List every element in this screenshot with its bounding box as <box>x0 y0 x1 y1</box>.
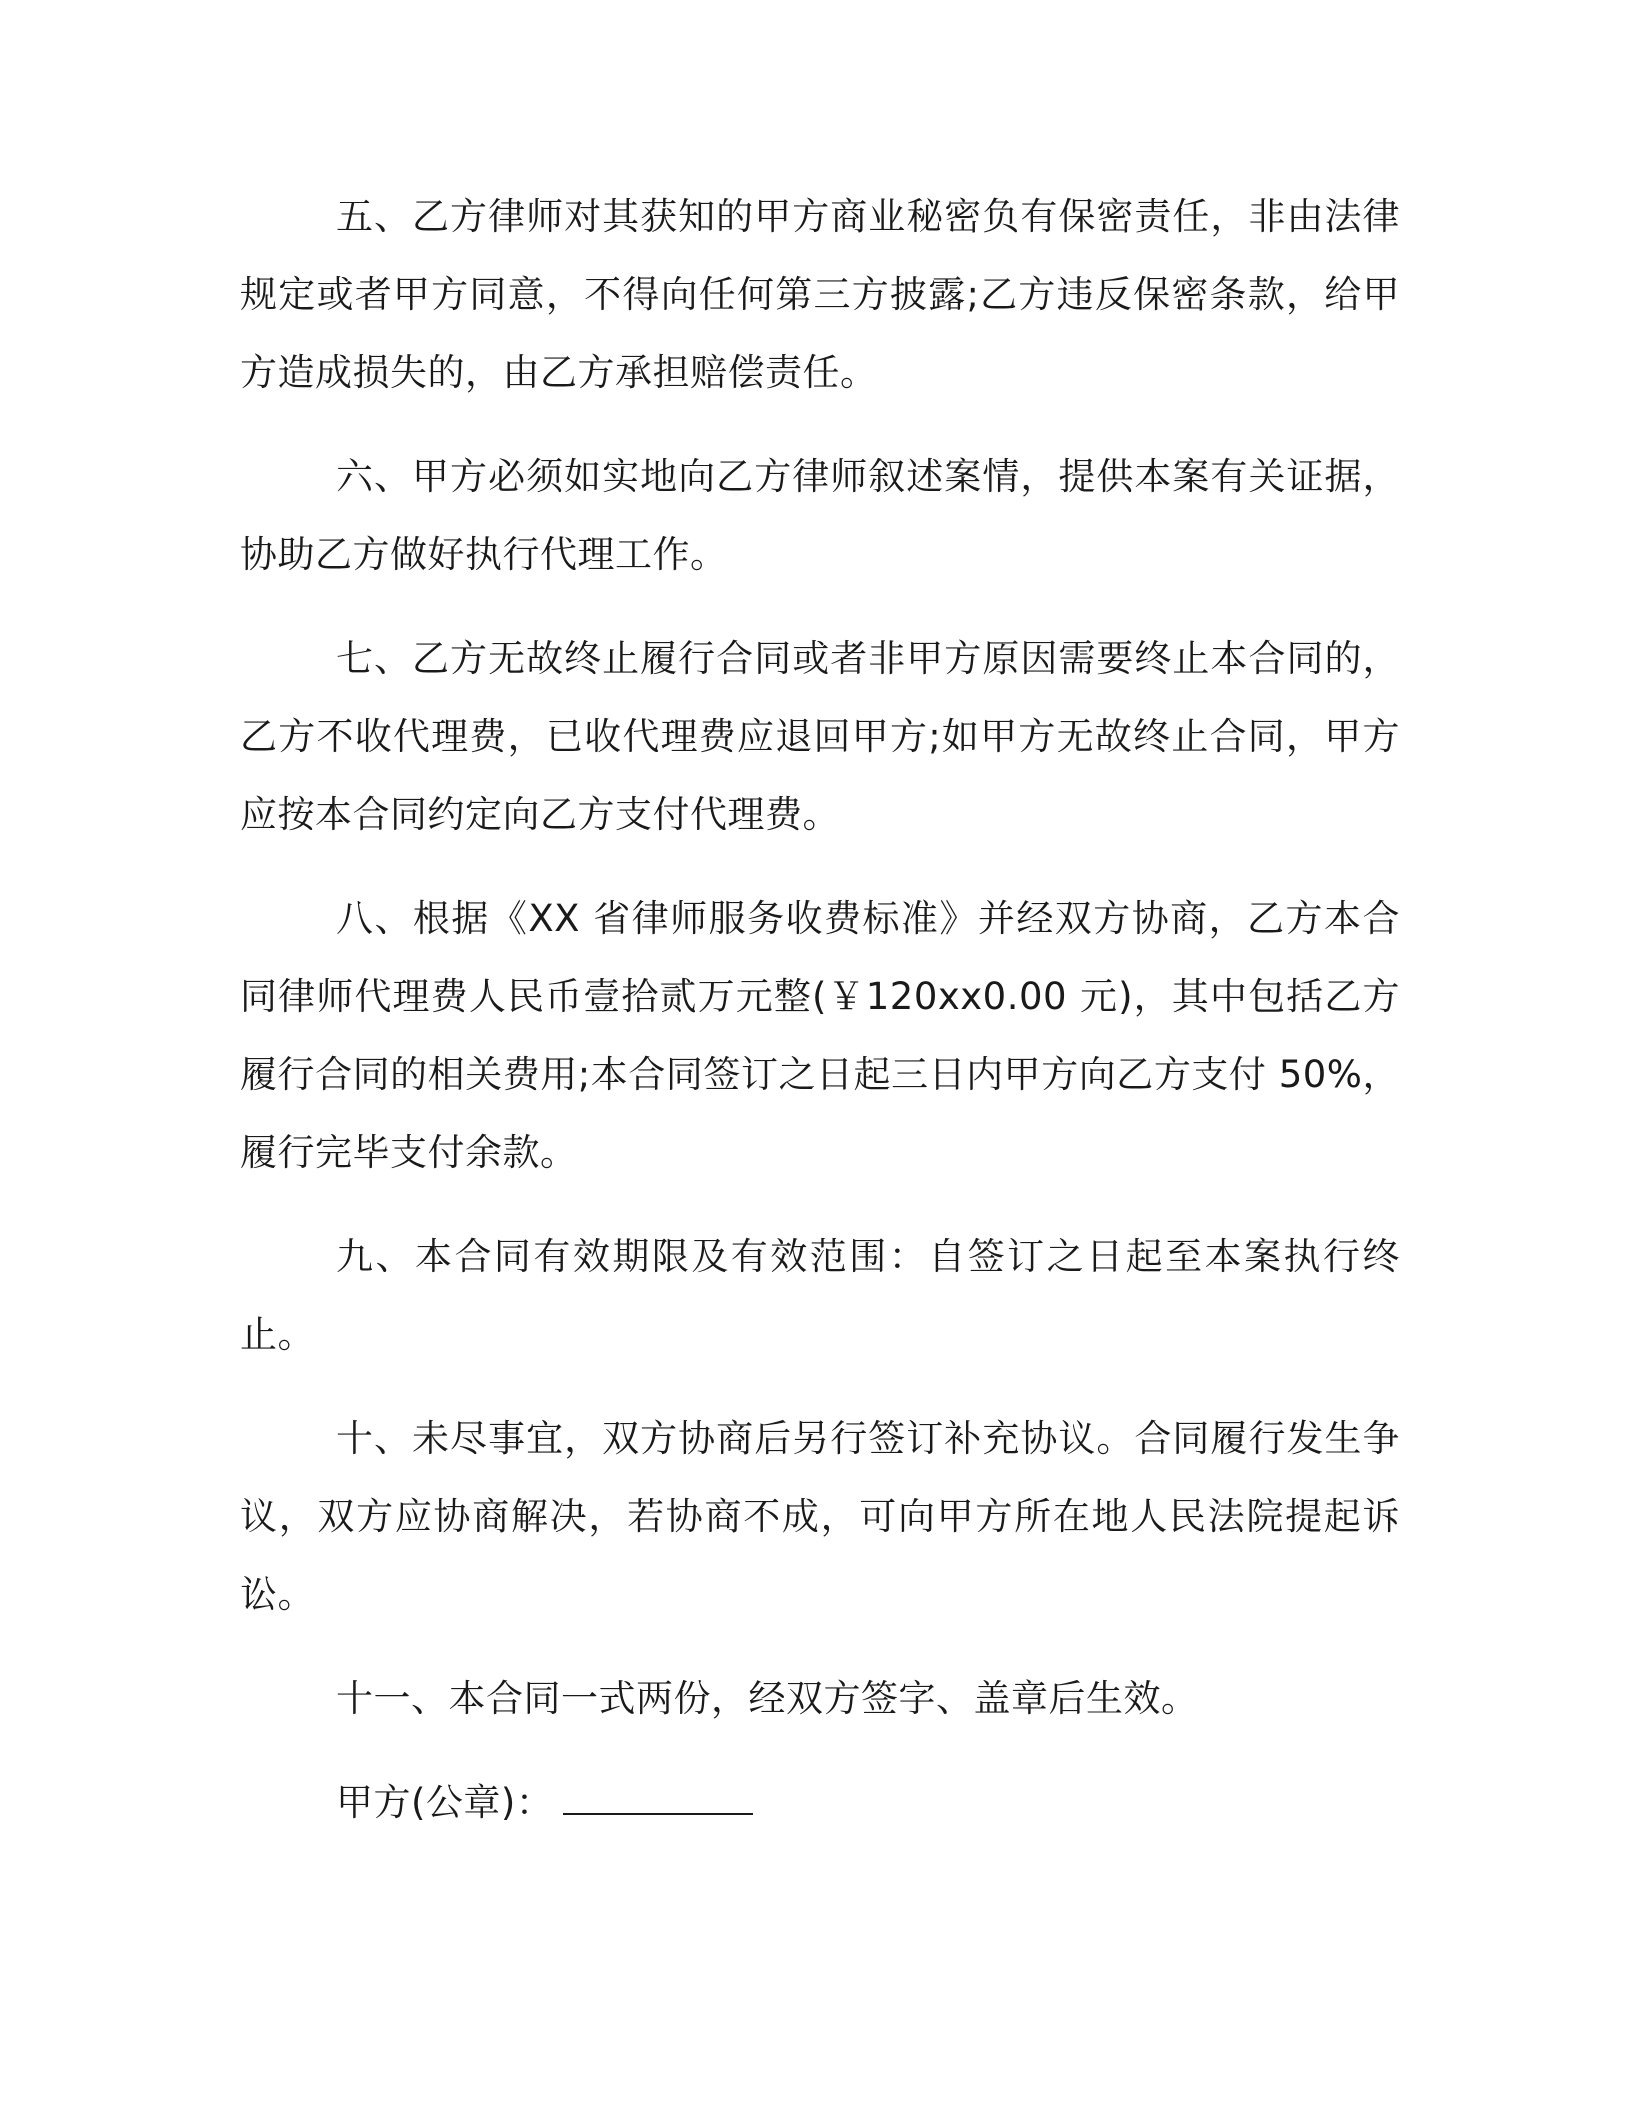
clause-5: 五、乙方律师对其获知的甲方商业秘密负有保密责任，非由法律规定或者甲方同意，不得向任何第三方披露;乙方违反保密条款，给甲方造成损失的，由乙方承担赔偿责任。 <box>240 195 1400 394</box>
clause-9: 九、本合同有效期限及有效范围：自签订之日起至本案执行终止。 <box>240 1235 1400 1356</box>
clause-11: 十一、本合同一式两份，经双方签字、盖章后生效。 <box>336 1677 1199 1720</box>
party-a-signature-line <box>240 1764 1400 1842</box>
signature-blank <box>563 1769 753 1815</box>
clause-10: 十、未尽事宜，双方协商后另行签订补充协议。合同履行发生争议，双方应协商解决，若协商不成，可向甲方所在地人民法院提起诉讼。 <box>240 1417 1400 1616</box>
clause-8: 八、根据《XX 省律师服务收费标准》并经双方协商，乙方本合同律师代理费人民币壹拾贰万元整(￥120xx0.00 元)，其中包括乙方履行合同的相关费用;本合同签订之日起三日内甲方向乙方支付 50%，履行完毕支付余款。 <box>240 897 1400 1174</box>
clause-6: 六、甲方必须如实地向乙方律师叙述案情，提供本案有关证据，协助乙方做好执行代理工作。 <box>240 455 1400 576</box>
party-a-signature-label: 甲方(公章)： <box>336 1781 554 1824</box>
clause-7: 七、乙方无故终止履行合同或者非甲方原因需要终止本合同的，乙方不收代理费，已收代理费应退回甲方;如甲方无故终止合同，甲方应按本合同约定向乙方支付代理费。 <box>240 637 1400 836</box>
contract-body <box>240 178 1400 1842</box>
